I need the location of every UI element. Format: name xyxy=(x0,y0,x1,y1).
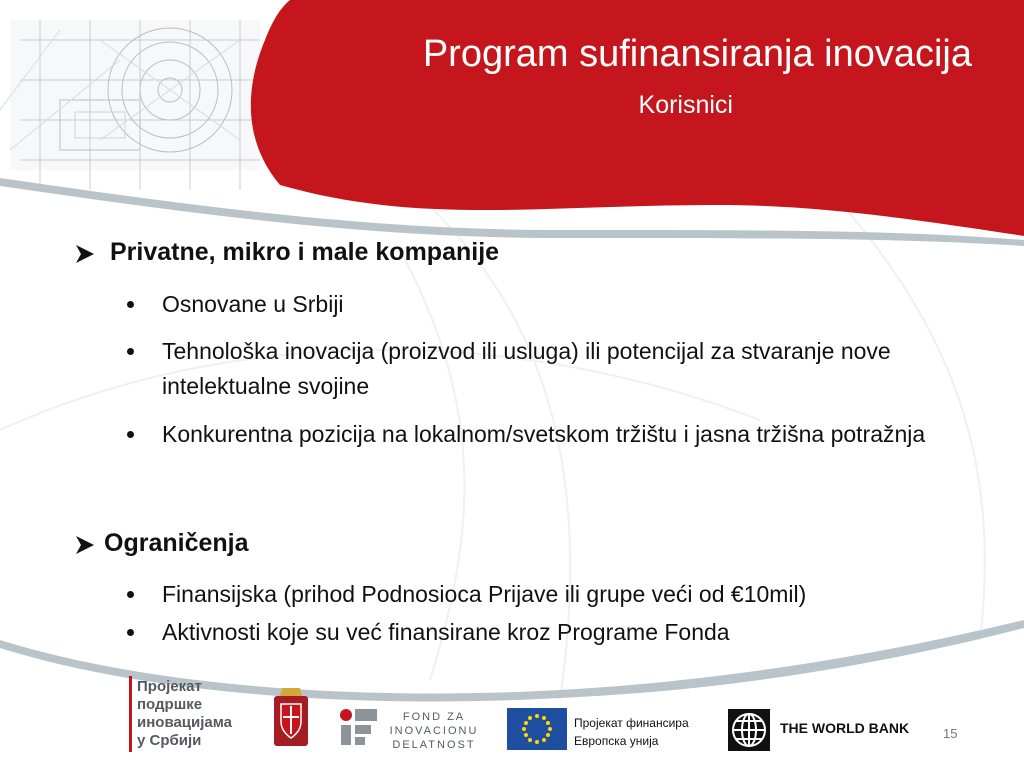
section-heading-limitations: Ograničenja xyxy=(104,529,249,557)
project-logo-text: Пројекат подршке иновацијама у Србији xyxy=(137,678,233,749)
dot-icon xyxy=(127,629,134,636)
engineering-drawing-image xyxy=(0,20,260,190)
eu-logo-text: Пројекат финансира Европска унија xyxy=(574,716,689,748)
fond-logo-icon xyxy=(338,706,380,748)
dot-icon xyxy=(127,591,134,598)
bullet-item: Tehnološka inovacija (proizvod ili usluga) ili potencijal za stvaranje nove intelektualne svojine xyxy=(162,338,891,399)
bullet-item: Aktivnosti koje su već finansirane kroz Programe Fonda xyxy=(162,619,730,645)
bullet-item: Konkurentna pozicija na lokalnom/svetskom tržištu i jasna tržišna potražnja xyxy=(162,421,926,447)
footer-accent-bar xyxy=(129,676,132,752)
eu-flag-icon xyxy=(507,708,567,750)
dot-icon xyxy=(127,301,134,308)
slide-subtitle: Korisnici xyxy=(638,91,733,119)
serbia-coat-of-arms-icon xyxy=(272,686,310,748)
section-heading-companies: Privatne, mikro i male kompanije xyxy=(110,238,500,266)
arrowhead-icon xyxy=(74,534,96,556)
slide-number: 15 xyxy=(943,726,958,741)
fond-logo-text: FOND ZA INOVACIONU DELATNOST xyxy=(389,711,479,751)
world-bank-globe-icon xyxy=(728,709,770,751)
world-bank-text: THE WORLD BANK xyxy=(780,720,910,736)
bullet-item: Osnovane u Srbiji xyxy=(162,291,344,317)
dot-icon xyxy=(127,431,134,438)
bullet-item: Finansijska (prihod Podnosioca Prijave ili grupe veći od €10mil) xyxy=(162,581,807,607)
dot-icon xyxy=(127,348,134,355)
slide-title: Program sufinansiranja inovacija xyxy=(422,33,972,75)
arrowhead-icon xyxy=(74,243,96,265)
